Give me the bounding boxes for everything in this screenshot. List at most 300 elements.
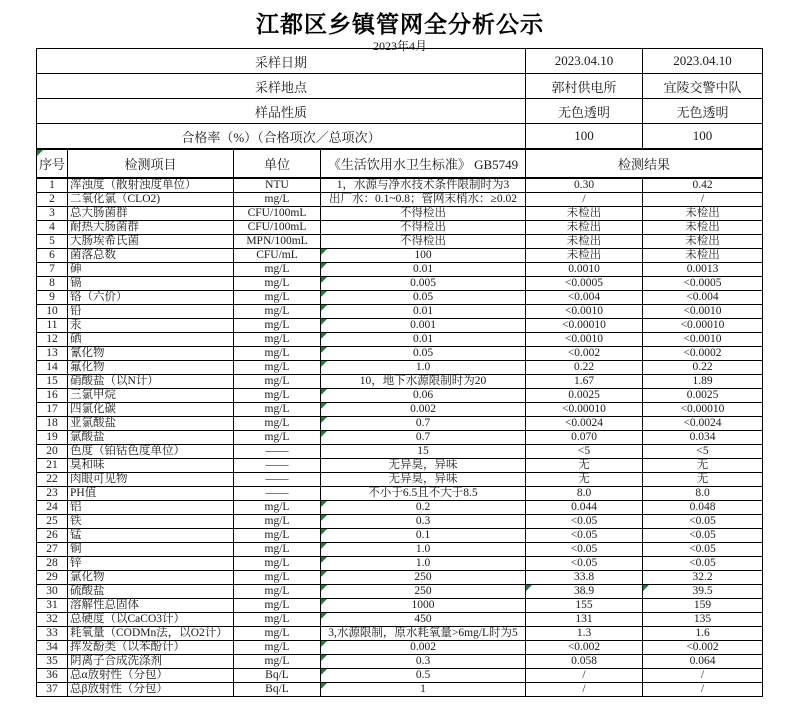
row-index-cell: 16 — [37, 389, 68, 403]
result-2-cell: 0.0025 — [643, 389, 763, 403]
result-1-cell: 0.30 — [526, 179, 643, 193]
standard-limit-cell: 10，地下水源限制时为20 — [321, 375, 526, 389]
info-row-sample-date — [37, 49, 763, 74]
result-2-cell: <0.004 — [643, 291, 763, 305]
col-header-unit: 单位 — [234, 149, 321, 179]
item-name-cell: 三氯甲烷 — [68, 389, 234, 403]
table-row — [37, 641, 763, 655]
item-name-cell: 总大肠菌群 — [68, 207, 234, 221]
standard-limit-cell: 0.5 — [321, 669, 526, 683]
result-1-cell: 无 — [526, 459, 643, 473]
error-indicator-triangle — [321, 613, 327, 619]
row-index-cell: 23 — [37, 487, 68, 501]
table-row — [37, 193, 763, 207]
column-header-row — [37, 149, 763, 179]
row-index-cell: 9 — [37, 291, 68, 305]
standard-limit-cell: 0.005 — [321, 277, 526, 291]
item-name-cell: 镉 — [68, 277, 234, 291]
result-2-cell: 135 — [643, 613, 763, 627]
unit-cell: mg/L — [234, 403, 321, 417]
result-1-cell: 未检出 — [526, 221, 643, 235]
error-indicator-triangle — [321, 683, 327, 689]
standard-limit-cell: 250 — [321, 585, 526, 599]
item-name-cell: 二氧化氯（CLO2) — [68, 193, 234, 207]
unit-cell: mg/L — [234, 599, 321, 613]
table-row — [37, 529, 763, 543]
error-indicator-triangle — [321, 417, 327, 423]
standard-limit-cell: 0.3 — [321, 515, 526, 529]
result-2-cell: 1.89 — [643, 375, 763, 389]
result-1-cell: 8.0 — [526, 487, 643, 501]
item-name-cell: 氰化物 — [68, 347, 234, 361]
row-index-cell: 22 — [37, 473, 68, 487]
table-row — [37, 459, 763, 473]
table-row — [37, 347, 763, 361]
result-1-cell: <0.002 — [526, 347, 643, 361]
result-2-cell: <0.05 — [643, 543, 763, 557]
standard-limit-cell: 不得检出 — [321, 221, 526, 235]
result-2-cell: 未检出 — [643, 207, 763, 221]
col-header-result: 检测结果 — [526, 149, 763, 179]
unit-cell: mg/L — [234, 361, 321, 375]
standard-limit-cell: 1000 — [321, 599, 526, 613]
unit-cell: mg/L — [234, 319, 321, 333]
table-row — [37, 501, 763, 515]
standard-limit-cell: 0.3 — [321, 655, 526, 669]
standard-limit-cell: 0.05 — [321, 347, 526, 361]
result-2-cell: <0.0005 — [643, 277, 763, 291]
row-index-cell: 26 — [37, 529, 68, 543]
result-1-cell: <0.05 — [526, 529, 643, 543]
unit-cell: Bq/L — [234, 669, 321, 683]
result-1-cell: 0.0010 — [526, 263, 643, 277]
unit-cell: mg/L — [234, 263, 321, 277]
col-header-index-label: 序号 — [38, 157, 65, 172]
unit-cell: mg/L — [234, 389, 321, 403]
report-month: 2023年4月 — [372, 39, 427, 53]
result-2-cell: 0.42 — [643, 179, 763, 193]
sample-location-label: 采样地点 — [37, 74, 526, 99]
standard-limit-cell: 100 — [321, 249, 526, 263]
table-row — [37, 305, 763, 319]
row-index-cell: 3 — [37, 207, 68, 221]
standard-limit-cell: 0.002 — [321, 403, 526, 417]
unit-cell: mg/L — [234, 291, 321, 305]
sample-location-value-2: 宜陵交警中队 — [643, 74, 763, 99]
result-1-cell: 0.058 — [526, 655, 643, 669]
analysis-table — [36, 48, 763, 697]
error-indicator-triangle — [321, 585, 327, 591]
table-row — [37, 179, 763, 193]
result-1-cell: <0.0010 — [526, 333, 643, 347]
item-name-cell: 色度（铂钴色度单位） — [68, 445, 234, 459]
result-2-cell: 0.034 — [643, 431, 763, 445]
unit-cell: mg/L — [234, 571, 321, 585]
row-index-cell: 18 — [37, 417, 68, 431]
unit-cell: mg/L — [234, 417, 321, 431]
error-indicator-triangle — [321, 655, 327, 661]
error-indicator-triangle — [321, 571, 327, 577]
table-row — [37, 515, 763, 529]
result-1-cell: 0.0025 — [526, 389, 643, 403]
result-2-cell: <5 — [643, 445, 763, 459]
result-1-cell: <0.004 — [526, 291, 643, 305]
table-row — [37, 417, 763, 431]
unit-cell: NTU — [234, 179, 321, 193]
table-row — [37, 557, 763, 571]
unit-cell: mg/L — [234, 431, 321, 445]
data-rows-container — [37, 179, 763, 697]
result-2-cell: 无 — [643, 459, 763, 473]
item-name-cell: 硫酸盐 — [68, 585, 234, 599]
table-row — [37, 585, 763, 599]
error-indicator-triangle — [321, 277, 327, 283]
unit-cell: CFU/100mL — [234, 207, 321, 221]
result-1-cell: <0.00010 — [526, 319, 643, 333]
row-index-cell: 7 — [37, 263, 68, 277]
error-indicator-triangle — [321, 431, 327, 437]
standard-limit-cell: 0.002 — [321, 641, 526, 655]
col-header-item: 检测项目 — [68, 149, 234, 179]
table-row — [37, 319, 763, 333]
unit-cell: mg/L — [234, 529, 321, 543]
error-indicator-triangle — [321, 403, 327, 409]
error-indicator-triangle — [321, 641, 327, 647]
result-2-cell: <0.0024 — [643, 417, 763, 431]
table-row — [37, 263, 763, 277]
standard-limit-cell: 不得检出 — [321, 235, 526, 249]
standard-limit-cell: 1 — [321, 683, 526, 697]
row-index-cell: 10 — [37, 305, 68, 319]
sample-nature-value-2: 无色透明 — [643, 99, 763, 124]
error-indicator-triangle — [321, 319, 327, 325]
item-name-cell: 铜 — [68, 543, 234, 557]
result-2-cell: 0.064 — [643, 655, 763, 669]
unit-cell: mg/L — [234, 193, 321, 207]
result-2-cell: <0.0010 — [643, 333, 763, 347]
item-name-cell: 铅 — [68, 305, 234, 319]
standard-limit-cell: 0.01 — [321, 305, 526, 319]
row-index-cell: 37 — [37, 683, 68, 697]
error-indicator-triangle — [526, 585, 532, 591]
col-header-index — [37, 149, 68, 179]
table-row — [37, 207, 763, 221]
item-name-cell: 总α放射性（分包） — [68, 669, 234, 683]
item-name-cell: 耐热大肠菌群 — [68, 221, 234, 235]
sample-location-value-1: 郭村供电所 — [526, 74, 643, 99]
table-row — [37, 403, 763, 417]
unit-cell: mg/L — [234, 613, 321, 627]
item-name-cell: 菌落总数 — [68, 249, 234, 263]
standard-limit-cell: 1.0 — [321, 557, 526, 571]
row-index-cell: 12 — [37, 333, 68, 347]
unit-cell: mg/L — [234, 585, 321, 599]
result-2-cell: 159 — [643, 599, 763, 613]
result-1-cell: <0.05 — [526, 557, 643, 571]
standard-limit-cell: 3,水源限制，原水耗氧量>6mg/L时为5 — [321, 627, 526, 641]
error-indicator-triangle — [321, 515, 327, 521]
row-index-cell: 2 — [37, 193, 68, 207]
row-index-cell: 34 — [37, 641, 68, 655]
standard-limit-cell: 0.01 — [321, 333, 526, 347]
item-name-cell: 铬（六价） — [68, 291, 234, 305]
item-name-cell: 挥发酚类（以苯酚计） — [68, 641, 234, 655]
result-1-cell: 未检出 — [526, 235, 643, 249]
table-row — [37, 249, 763, 263]
result-2-cell: 无 — [643, 473, 763, 487]
standard-limit-cell: 1，水源与净水技术条件限制时为3 — [321, 179, 526, 193]
error-indicator-triangle — [643, 585, 649, 591]
unit-cell: mg/L — [234, 515, 321, 529]
item-name-cell: 浑浊度（散射浊度单位） — [68, 179, 234, 193]
row-index-cell: 5 — [37, 235, 68, 249]
result-1-cell: 未检出 — [526, 249, 643, 263]
item-name-cell: 汞 — [68, 319, 234, 333]
col-header-standard: 《生活饮用水卫生标准》 GB5749 — [321, 149, 526, 179]
unit-cell: mg/L — [234, 333, 321, 347]
result-2-cell: <0.05 — [643, 557, 763, 571]
row-index-cell: 17 — [37, 403, 68, 417]
result-2-cell: / — [643, 669, 763, 683]
result-1-cell: 33.8 — [526, 571, 643, 585]
result-1-cell: <0.05 — [526, 543, 643, 557]
result-2-cell: <0.0010 — [643, 305, 763, 319]
result-1-cell: 0.044 — [526, 501, 643, 515]
table-row — [37, 669, 763, 683]
table-row — [37, 235, 763, 249]
standard-limit-cell: 0.7 — [321, 431, 526, 445]
item-name-cell: PH值 — [68, 487, 234, 501]
standard-limit-cell: 0.2 — [321, 501, 526, 515]
result-2-cell: / — [643, 683, 763, 697]
result-1-cell: 38.9 — [526, 585, 643, 599]
unit-cell: —— — [234, 487, 321, 501]
info-row-sample-nature — [37, 99, 763, 124]
item-name-cell: 硝酸盐（以N计） — [68, 375, 234, 389]
item-name-cell: 砷 — [68, 263, 234, 277]
info-row-sample-location — [37, 74, 763, 99]
standard-limit-cell: 250 — [321, 571, 526, 585]
result-2-cell: 32.2 — [643, 571, 763, 585]
row-index-cell: 11 — [37, 319, 68, 333]
result-1-cell: 0.070 — [526, 431, 643, 445]
item-name-cell: 四氯化碳 — [68, 403, 234, 417]
row-index-cell: 20 — [37, 445, 68, 459]
row-index-cell: 31 — [37, 599, 68, 613]
table-row — [37, 361, 763, 375]
table-row — [37, 221, 763, 235]
unit-cell: mg/L — [234, 347, 321, 361]
row-index-cell: 6 — [37, 249, 68, 263]
error-indicator-triangle — [321, 543, 327, 549]
table-row — [37, 277, 763, 291]
unit-cell: mg/L — [234, 557, 321, 571]
standard-limit-cell: 不小于6.5且不大于8.5 — [321, 487, 526, 501]
row-index-cell: 33 — [37, 627, 68, 641]
page-title: 江都区乡镇管网全分析公示 — [256, 11, 544, 37]
info-row-pass-rate — [37, 124, 763, 149]
table-row — [37, 333, 763, 347]
item-name-cell: 锌 — [68, 557, 234, 571]
error-indicator-triangle — [321, 333, 327, 339]
result-1-cell: / — [526, 193, 643, 207]
row-index-cell: 24 — [37, 501, 68, 515]
table-row — [37, 543, 763, 557]
result-1-cell: <0.0005 — [526, 277, 643, 291]
table-row — [37, 375, 763, 389]
row-index-cell: 4 — [37, 221, 68, 235]
table-row — [37, 613, 763, 627]
standard-limit-cell: 0.05 — [321, 291, 526, 305]
row-index-cell: 32 — [37, 613, 68, 627]
unit-cell: CFU/mL — [234, 249, 321, 263]
standard-limit-cell: 不得检出 — [321, 207, 526, 221]
item-name-cell: 耗氧量（CODMn法，以O2计） — [68, 627, 234, 641]
result-2-cell: 未检出 — [643, 235, 763, 249]
item-name-cell: 氟化物 — [68, 361, 234, 375]
item-name-cell: 锰 — [68, 529, 234, 543]
item-name-cell: 臭和味 — [68, 459, 234, 473]
standard-limit-cell: 无异臭，异味 — [321, 473, 526, 487]
table-row — [37, 627, 763, 641]
table-row — [37, 473, 763, 487]
table-row — [37, 683, 763, 697]
result-1-cell: <0.002 — [526, 641, 643, 655]
error-indicator-triangle — [321, 361, 327, 367]
row-index-cell: 28 — [37, 557, 68, 571]
row-index-cell: 36 — [37, 669, 68, 683]
table-row — [37, 599, 763, 613]
result-1-cell: 155 — [526, 599, 643, 613]
item-name-cell: 氯酸盐 — [68, 431, 234, 445]
unit-cell: mg/L — [234, 375, 321, 389]
table-row — [37, 291, 763, 305]
error-indicator-triangle — [321, 291, 327, 297]
pass-rate-label: 合格率（%）（合格项次／总项次） — [37, 124, 526, 149]
result-1-cell: <0.0010 — [526, 305, 643, 319]
table-row — [37, 655, 763, 669]
row-index-cell: 13 — [37, 347, 68, 361]
row-index-cell: 14 — [37, 361, 68, 375]
unit-cell: —— — [234, 473, 321, 487]
unit-cell: MPN/100mL — [234, 235, 321, 249]
item-name-cell: 总硬度（以CaCO3计） — [68, 613, 234, 627]
sample-nature-value-1: 无色透明 — [526, 99, 643, 124]
result-1-cell: <0.05 — [526, 515, 643, 529]
error-indicator-triangle — [321, 263, 327, 269]
result-2-cell: <0.002 — [643, 641, 763, 655]
result-1-cell: 1.67 — [526, 375, 643, 389]
unit-cell: mg/L — [234, 543, 321, 557]
result-2-cell: <0.0002 — [643, 347, 763, 361]
pass-rate-value-2: 100 — [643, 124, 763, 149]
result-1-cell: <0.0024 — [526, 417, 643, 431]
error-indicator-triangle — [321, 305, 327, 311]
table-row — [37, 431, 763, 445]
result-1-cell: / — [526, 683, 643, 697]
result-2-cell: <0.05 — [643, 529, 763, 543]
standard-limit-cell: 无异臭，异味 — [321, 459, 526, 473]
standard-limit-cell: 15 — [321, 445, 526, 459]
error-indicator-triangle — [321, 389, 327, 395]
standard-limit-cell: 0.7 — [321, 417, 526, 431]
result-1-cell: 0.22 — [526, 361, 643, 375]
item-name-cell: 溶解性总固体 — [68, 599, 234, 613]
unit-cell: mg/L — [234, 305, 321, 319]
standard-limit-cell: 出厂水：0.1~0.8；管网末梢水：≥0.02 — [321, 193, 526, 207]
sample-date-value-2: 2023.04.10 — [643, 49, 763, 74]
error-indicator-triangle — [321, 347, 327, 353]
result-2-cell: <0.00010 — [643, 403, 763, 417]
result-2-cell: 0.22 — [643, 361, 763, 375]
error-indicator-triangle — [321, 557, 327, 563]
row-index-cell: 27 — [37, 543, 68, 557]
unit-cell: mg/L — [234, 655, 321, 669]
result-1-cell: 1.3 — [526, 627, 643, 641]
item-name-cell: 铝 — [68, 501, 234, 515]
result-2-cell: 0.0013 — [643, 263, 763, 277]
result-1-cell: 无 — [526, 473, 643, 487]
row-index-cell: 21 — [37, 459, 68, 473]
standard-limit-cell: 450 — [321, 613, 526, 627]
result-2-cell: / — [643, 193, 763, 207]
row-index-cell: 29 — [37, 571, 68, 585]
table-row — [37, 571, 763, 585]
result-1-cell: 未检出 — [526, 207, 643, 221]
item-name-cell: 阴离子合成洗涤剂 — [68, 655, 234, 669]
error-indicator-triangle — [321, 249, 327, 255]
pass-rate-value-1: 100 — [526, 124, 643, 149]
result-2-cell: <0.05 — [643, 515, 763, 529]
unit-cell: Bq/L — [234, 683, 321, 697]
error-indicator-triangle — [321, 599, 327, 605]
standard-limit-cell: 0.1 — [321, 529, 526, 543]
sample-date-label: 采样日期 — [37, 49, 526, 74]
result-1-cell: <0.00010 — [526, 403, 643, 417]
standard-limit-cell: 0.01 — [321, 263, 526, 277]
result-1-cell: <5 — [526, 445, 643, 459]
table-row — [37, 389, 763, 403]
row-index-cell: 8 — [37, 277, 68, 291]
result-2-cell: 0.048 — [643, 501, 763, 515]
error-indicator-triangle — [321, 529, 327, 535]
sample-date-value-1: 2023.04.10 — [526, 49, 643, 74]
item-name-cell: 总β放射性（分包） — [68, 683, 234, 697]
row-index-cell: 25 — [37, 515, 68, 529]
result-2-cell: 未检出 — [643, 249, 763, 263]
result-2-cell: 39.5 — [643, 585, 763, 599]
unit-cell: CFU/100mL — [234, 221, 321, 235]
item-name-cell: 硒 — [68, 333, 234, 347]
sample-nature-label: 样品性质 — [37, 99, 526, 124]
error-indicator-triangle — [321, 669, 327, 675]
unit-cell: mg/L — [234, 627, 321, 641]
item-name-cell: 亚氯酸盐 — [68, 417, 234, 431]
row-index-cell: 35 — [37, 655, 68, 669]
standard-limit-cell: 0.06 — [321, 389, 526, 403]
result-2-cell: 1.6 — [643, 627, 763, 641]
row-index-cell: 30 — [37, 585, 68, 599]
standard-limit-cell: 1.0 — [321, 361, 526, 375]
unit-cell: mg/L — [234, 641, 321, 655]
unit-cell: —— — [234, 459, 321, 473]
table-row — [37, 487, 763, 501]
result-1-cell: 131 — [526, 613, 643, 627]
unit-cell: mg/L — [234, 501, 321, 515]
item-name-cell: 氯化物 — [68, 571, 234, 585]
row-index-cell: 1 — [37, 179, 68, 193]
item-name-cell: 铁 — [68, 515, 234, 529]
